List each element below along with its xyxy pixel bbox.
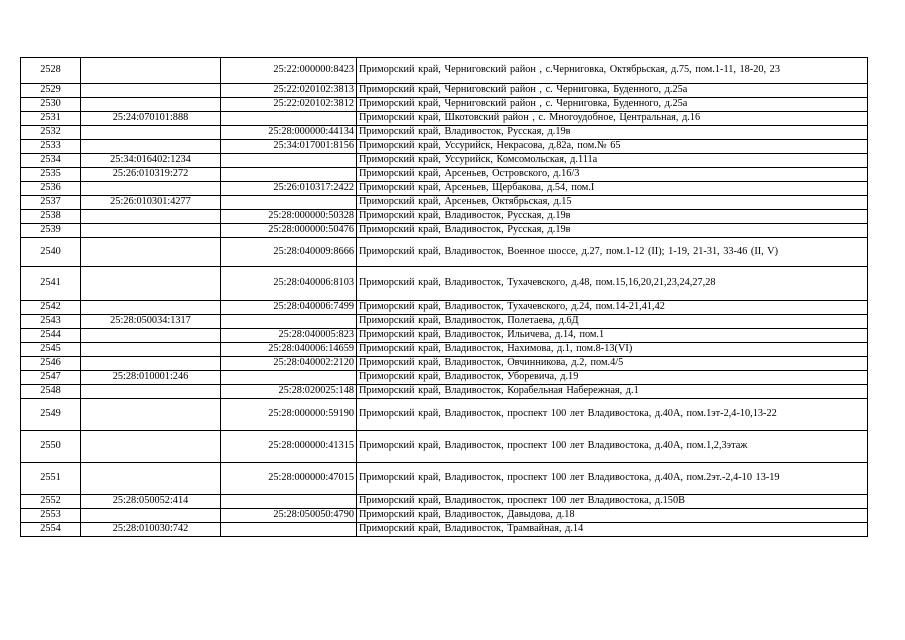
address-cell: Приморский край, Черниговский район , с. Черниговка, Буденного, д.25а (357, 98, 868, 112)
land-cadastral-number-cell: 25:28:050052:414 (81, 495, 221, 509)
table-row (21, 182, 868, 196)
table-row (21, 98, 868, 112)
table-row (21, 509, 868, 523)
building-cadastral-number-cell (221, 112, 357, 126)
table-row (21, 385, 868, 399)
row-number-cell: 2538 (21, 210, 81, 224)
row-number-cell: 2545 (21, 343, 81, 357)
land-cadastral-number-cell (81, 140, 221, 154)
row-number-cell: 2531 (21, 112, 81, 126)
row-number-cell: 2541 (21, 267, 81, 301)
row-number-cell: 2547 (21, 371, 81, 385)
table-row (21, 238, 868, 267)
land-cadastral-number-cell (81, 126, 221, 140)
land-cadastral-number-cell (81, 301, 221, 315)
address-cell: Приморский край, Владивосток, Нахимова, д.1, пом.8-13(VI) (357, 343, 868, 357)
table-row (21, 315, 868, 329)
building-cadastral-number-cell (221, 495, 357, 509)
address-cell: Приморский край, Владивосток, Давыдова, д.18 (357, 509, 868, 523)
table-row (21, 357, 868, 371)
address-cell: Приморский край, Уссурийск, Комсомольская, д.111а (357, 154, 868, 168)
address-cell: Приморский край, Владивосток, Трамвайная, д.14 (357, 523, 868, 537)
building-cadastral-number-cell: 25:28:040002:2120 (221, 357, 357, 371)
land-cadastral-number-cell (81, 431, 221, 463)
land-cadastral-number-cell (81, 182, 221, 196)
address-cell: Приморский край, Арсеньев, Щербакова, д.54, пом.I (357, 182, 868, 196)
building-cadastral-number-cell (221, 371, 357, 385)
address-cell: Приморский край, Владивосток, проспект 100 лет Владивостока, д.40А, пом.1,2,3этаж (357, 431, 868, 463)
address-cell: Приморский край, Владивосток, Полетаева, д.6Д (357, 315, 868, 329)
building-cadastral-number-cell (221, 196, 357, 210)
building-cadastral-number-cell: 25:28:040006:8103 (221, 267, 357, 301)
table-row (21, 301, 868, 315)
row-number-cell: 2533 (21, 140, 81, 154)
row-number-cell: 2553 (21, 509, 81, 523)
land-cadastral-number-cell: 25:28:010001:246 (81, 371, 221, 385)
building-cadastral-number-cell: 25:28:050050:4790 (221, 509, 357, 523)
building-cadastral-number-cell: 25:28:000000:50328 (221, 210, 357, 224)
land-cadastral-number-cell (81, 399, 221, 431)
table-row (21, 196, 868, 210)
address-cell: Приморский край, Владивосток, Овчинникова, д.2, пом.4/5 (357, 357, 868, 371)
building-cadastral-number-cell: 25:22:000000:8423 (221, 58, 357, 84)
table-row (21, 210, 868, 224)
land-cadastral-number-cell: 25:28:050034:1317 (81, 315, 221, 329)
table-row (21, 154, 868, 168)
address-cell: Приморский край, Владивосток, проспект 100 лет Владивостока, д.40А, пом.2эт.-2,4-10 13-19 (357, 463, 868, 495)
table-row (21, 431, 868, 463)
address-cell: Приморский край, Черниговский район , с. Черниговка, Буденного, д.25а (357, 84, 868, 98)
table-row (21, 463, 868, 495)
row-number-cell: 2548 (21, 385, 81, 399)
land-cadastral-number-cell: 25:28:010030:742 (81, 523, 221, 537)
land-cadastral-number-cell (81, 267, 221, 301)
row-number-cell: 2552 (21, 495, 81, 509)
row-number-cell: 2536 (21, 182, 81, 196)
building-cadastral-number-cell: 25:28:000000:47015 (221, 463, 357, 495)
building-cadastral-number-cell: 25:28:000000:59190 (221, 399, 357, 431)
table-row (21, 224, 868, 238)
row-number-cell: 2532 (21, 126, 81, 140)
row-number-cell: 2537 (21, 196, 81, 210)
row-number-cell: 2540 (21, 238, 81, 267)
building-cadastral-number-cell (221, 523, 357, 537)
address-cell: Приморский край, Шкотовский район , с. Многоудобное, Центральная, д.16 (357, 112, 868, 126)
address-cell: Приморский край, Владивосток, Тухачевского, д.24, пом.14-21,41,42 (357, 301, 868, 315)
row-number-cell: 2528 (21, 58, 81, 84)
building-cadastral-number-cell: 25:28:000000:44134 (221, 126, 357, 140)
row-number-cell: 2535 (21, 168, 81, 182)
table-row (21, 140, 868, 154)
address-cell: Приморский край, Владивосток, Тухачевского, д.48, пом.15,16,20,21,23,24,27,28 (357, 267, 868, 301)
table-row (21, 58, 868, 84)
address-cell: Приморский край, Владивосток, Корабельная Набережная, д.1 (357, 385, 868, 399)
address-cell: Приморский край, Арсеньев, Островского, д.16/3 (357, 168, 868, 182)
land-cadastral-number-cell (81, 509, 221, 523)
building-cadastral-number-cell: 25:28:040006:14659 (221, 343, 357, 357)
land-cadastral-number-cell (81, 463, 221, 495)
land-cadastral-number-cell (81, 84, 221, 98)
row-number-cell: 2543 (21, 315, 81, 329)
building-cadastral-number-cell (221, 154, 357, 168)
building-cadastral-number-cell: 25:34:017001:8156 (221, 140, 357, 154)
row-number-cell: 2539 (21, 224, 81, 238)
land-cadastral-number-cell (81, 238, 221, 267)
row-number-cell: 2551 (21, 463, 81, 495)
land-cadastral-number-cell (81, 58, 221, 84)
building-cadastral-number-cell: 25:28:040006:7499 (221, 301, 357, 315)
table-row (21, 371, 868, 385)
building-cadastral-number-cell: 25:28:040005:823 (221, 329, 357, 343)
land-cadastral-number-cell (81, 224, 221, 238)
building-cadastral-number-cell: 25:28:000000:50476 (221, 224, 357, 238)
address-cell: Приморский край, Владивосток, Русская, д.19в (357, 210, 868, 224)
table-row (21, 267, 868, 301)
row-number-cell: 2546 (21, 357, 81, 371)
row-number-cell: 2534 (21, 154, 81, 168)
building-cadastral-number-cell: 25:28:000000:41315 (221, 431, 357, 463)
address-cell: Приморский край, Владивосток, проспект 100 лет Владивостока, д.40А, пом.1эт-2,4-10,13-22 (357, 399, 868, 431)
row-number-cell: 2542 (21, 301, 81, 315)
building-cadastral-number-cell: 25:22:020102:3813 (221, 84, 357, 98)
address-cell: Приморский край, Владивосток, Русская, д.19в (357, 126, 868, 140)
address-cell: Приморский край, Владивосток, Военное шоссе, д.27, пом.1-12 (II); 1-19, 21-31, 33-46 (II, V) (357, 238, 868, 267)
land-cadastral-number-cell (81, 210, 221, 224)
land-cadastral-number-cell: 25:26:010301:4277 (81, 196, 221, 210)
building-cadastral-number-cell (221, 315, 357, 329)
building-cadastral-number-cell: 25:22:020102:3812 (221, 98, 357, 112)
table-row (21, 112, 868, 126)
table-row (21, 168, 868, 182)
table-row (21, 329, 868, 343)
address-cell: Приморский край, Владивосток, Ильичева, д.14, пом.1 (357, 329, 868, 343)
row-number-cell: 2529 (21, 84, 81, 98)
address-cell: Приморский край, Владивосток, Уборевича, д.19 (357, 371, 868, 385)
registry-table (20, 57, 868, 537)
table-row (21, 523, 868, 537)
row-number-cell: 2554 (21, 523, 81, 537)
land-cadastral-number-cell (81, 343, 221, 357)
address-cell: Приморский край, Арсеньев, Октябрьская, д.15 (357, 196, 868, 210)
building-cadastral-number-cell: 25:28:020025:148 (221, 385, 357, 399)
row-number-cell: 2544 (21, 329, 81, 343)
address-cell: Приморский край, Черниговский район , с.Черниговка, Октябрьская, д.75, пом.1-11, 18-20, 23 (357, 58, 868, 84)
address-cell: Приморский край, Уссурийск, Некрасова, д.82а, пом.№ 65 (357, 140, 868, 154)
row-number-cell: 2549 (21, 399, 81, 431)
land-cadastral-number-cell: 25:24:070101:888 (81, 112, 221, 126)
land-cadastral-number-cell (81, 385, 221, 399)
address-cell: Приморский край, Владивосток, проспект 100 лет Владивостока, д.150В (357, 495, 868, 509)
land-cadastral-number-cell: 25:34:016402:1234 (81, 154, 221, 168)
table-row (21, 399, 868, 431)
table-row (21, 343, 868, 357)
building-cadastral-number-cell (221, 168, 357, 182)
row-number-cell: 2530 (21, 98, 81, 112)
table-row (21, 84, 868, 98)
land-cadastral-number-cell: 25:26:010319:272 (81, 168, 221, 182)
row-number-cell: 2550 (21, 431, 81, 463)
table-row (21, 126, 868, 140)
land-cadastral-number-cell (81, 329, 221, 343)
building-cadastral-number-cell: 25:28:040009:8666 (221, 238, 357, 267)
registry-table-body (21, 58, 868, 537)
land-cadastral-number-cell (81, 357, 221, 371)
table-row (21, 495, 868, 509)
building-cadastral-number-cell: 25:26:010317:2422 (221, 182, 357, 196)
address-cell: Приморский край, Владивосток, Русская, д.19в (357, 224, 868, 238)
land-cadastral-number-cell (81, 98, 221, 112)
